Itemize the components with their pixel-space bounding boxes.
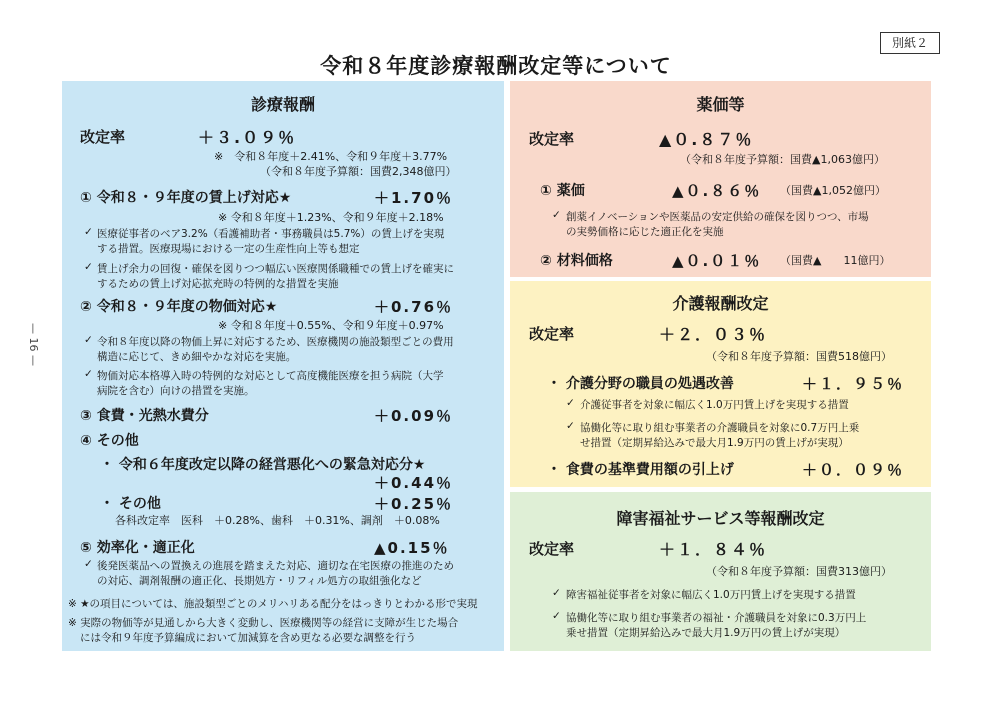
kaigo-rate-label: 改定率 — [529, 325, 575, 343]
shogai-rate-note: （令和８年度予算額：国費313億円） — [706, 565, 892, 578]
check-icon: ✓ — [566, 397, 575, 409]
kaigo-item1-bullet2-cont: せ措置（定期昇給込みで最大月1.9万円の賃上げが実現） — [580, 437, 849, 449]
check-icon: ✓ — [84, 334, 93, 346]
shinryo-item3-title: ③ 食費・光熱水費分 — [80, 408, 209, 424]
yakka-rate-label: 改定率 — [529, 130, 575, 148]
shinryo-item3-value: ＋0.09％ — [374, 407, 454, 425]
shinryo-item1-value: ＋1.70％ — [374, 189, 454, 207]
check-icon: ✓ — [84, 558, 93, 570]
shinryo-item1-bullet1-cont: する措置。医療現場における一定の生産性向上等も想定 — [97, 243, 360, 255]
kaigo-item1-value: ＋１．９５％ — [802, 375, 905, 393]
kaigo-item1-bullet1: 介護従事者を対象に幅広く1.0万円賃上げを実現する措置 — [580, 399, 849, 411]
shinryo-item1-bullet1: 医療従事者のベア3.2%（看護補助者・事務職員は5.7%）の賃上げを実現 — [97, 228, 445, 240]
page-title: 令和８年度診療報酬改定等について — [320, 54, 672, 78]
shinryo-rate-label: 改定率 — [80, 128, 126, 146]
shinryo-item4-title: ④ その他 — [80, 433, 139, 449]
kaigo-rate-note: （令和８年度予算額：国費518億円） — [706, 350, 892, 363]
yakka-item1-value: ▲０.８６％ — [672, 182, 762, 200]
kaigo-item2-value: ＋０．０９％ — [802, 461, 905, 479]
yakka-item1-title: ① 薬価 — [540, 183, 585, 199]
shinryo-budget-note: （令和８年度予算額：国費2,348億円） — [260, 165, 457, 178]
shinryo-item4-sub1-title: ・ 令和６年度改定以降の経営悪化への緊急対応分★ — [100, 457, 426, 473]
shogai-rate-value: ＋１．８４％ — [659, 540, 768, 559]
yakka-item1-bullet1-cont: の実勢価格に応じた適正化を実施 — [566, 226, 724, 238]
yakka-title: 薬価等 — [696, 95, 745, 114]
shogai-bullet2: 協働化等に取り組む事業者の福祉・介護職員を対象に0.3万円上 — [566, 612, 867, 624]
check-icon: ✓ — [84, 261, 93, 273]
shinryo-rate-note: ※ 令和８年度＋2.41%、令和９年度＋3.77% — [214, 150, 448, 163]
kaigo-item1-bullet2: 協働化等に取り組む事業者の介護職員を対象に0.7万円上乗 — [580, 422, 860, 434]
yakka-rate-value: ▲０.８７％ — [659, 130, 754, 149]
shinryo-footnote2: ※ 実際の物価等が見通しから大きく変動し、医療機関等の経営に支障が生じた場合 — [68, 617, 459, 629]
attachment-badge: 別紙２ — [880, 32, 940, 54]
shinryo-item4-sub2-title: ・ その他 — [100, 496, 161, 512]
check-icon: ✓ — [552, 209, 561, 221]
kaigo-item2-title: ・ 食費の基準費用額の引上げ — [547, 462, 734, 478]
shogai-rate-label: 改定率 — [529, 540, 575, 558]
yakka-item2-value: ▲０.０１％ — [672, 252, 762, 270]
check-icon: ✓ — [552, 610, 561, 622]
shinryo-item2-value: ＋0.76％ — [374, 298, 454, 316]
shinryo-footnote2-cont: には令和９年度予算編成において加減算を含め更なる必要な調整を行う — [80, 632, 416, 644]
yakka-item1-cost: （国費▲1,052億円） — [780, 184, 886, 197]
yakka-rate-note: （令和８年度予算額：国費▲1,063億円） — [680, 153, 885, 166]
yakka-item1-bullet1: 創薬イノベーションや医薬品の安定供給の確保を図りつつ、市場 — [566, 211, 869, 223]
check-icon: ✓ — [84, 368, 93, 380]
yakka-item2-title: ② 材料価格 — [540, 253, 613, 269]
kaigo-rate-value: ＋２．０３％ — [659, 325, 768, 344]
shinryo-item2-bullet1-cont: 構造に応じて、きめ細やかな対応を実施。 — [97, 351, 297, 363]
shinryo-item1-title: ① 令和８・９年度の賃上げ対応★ — [80, 190, 292, 206]
shinryo-item5-title: ⑤ 効率化・適正化 — [80, 540, 195, 556]
shinryo-item2-title: ② 令和８・９年度の物価対応★ — [80, 299, 278, 315]
shinryo-item2-note: ※ 令和８年度＋0.55%、令和９年度＋0.97% — [218, 319, 444, 332]
shinryo-item1-bullet2: 賃上げ余力の回復・確保を図りつつ幅広い医療関係職種での賃上げを確実に — [97, 263, 454, 275]
check-icon: ✓ — [566, 420, 575, 432]
shinryo-item1-bullet2-cont: するための賃上げ対応拡充時の特例的な措置を実施 — [97, 278, 339, 290]
shogai-bullet1: 障害福祉従事者を対象に幅広く1.0万円賃上げを実現する措置 — [566, 589, 856, 601]
shinryo-rate-value: ＋３.０９％ — [198, 128, 297, 147]
shinryo-title: 診療報酬 — [250, 95, 315, 114]
shogai-title: 障害福祉サービス等報酬改定 — [616, 509, 825, 528]
shinryo-item5-bullet1: 後発医薬品への置換えの進展を踏まえた対応、適切な在宅医療の推進のため — [97, 560, 454, 572]
shinryo-item1-note: ※ 令和８年度＋1.23%、令和９年度＋2.18% — [218, 211, 444, 224]
shogai-bullet2-cont: 乗せ措置（定期昇給込みで最大月1.9万円の賃上げが実現） — [566, 627, 846, 639]
shinryo-item2-bullet2-cont: 病院を含む）向けの措置を実施。 — [97, 385, 255, 397]
shinryo-item4-sub1-value: ＋0.44％ — [374, 474, 454, 492]
kaigo-title: 介護報酬改定 — [672, 294, 769, 313]
check-icon: ✓ — [84, 226, 93, 238]
shinryo-item5-value: ▲0.15％ — [374, 539, 450, 557]
shinryo-item4-sub2-value: ＋0.25％ — [374, 495, 454, 513]
check-icon: ✓ — [552, 587, 561, 599]
shinryo-item4-sub2-detail: 各科改定率 医科 ＋0.28%、歯科 ＋0.31%、調剤 ＋0.08% — [115, 514, 440, 527]
shinryo-item2-bullet2: 物価対応本格導入時の特例的な対応として高度機能医療を担う病院（大学 — [97, 370, 444, 382]
yakka-item2-cost: （国費▲ 11億円） — [780, 254, 891, 267]
shinryo-footnote1: ※ ★の項目については、施設類型ごとのメリハリある配分をはっきりとわかる形で実現 — [68, 598, 478, 610]
page-number: — 16 — — [27, 323, 40, 366]
shinryo-item5-bullet1-cont: の対応、調剤報酬の適正化、長期処方・リフィル処方の取組強化など — [97, 575, 422, 587]
shinryo-item2-bullet1: 令和８年度以降の物価上昇に対応するため、医療機関の施設類型ごとの費用 — [97, 336, 454, 348]
kaigo-item1-title: ・ 介護分野の職員の処遇改善 — [547, 376, 734, 392]
